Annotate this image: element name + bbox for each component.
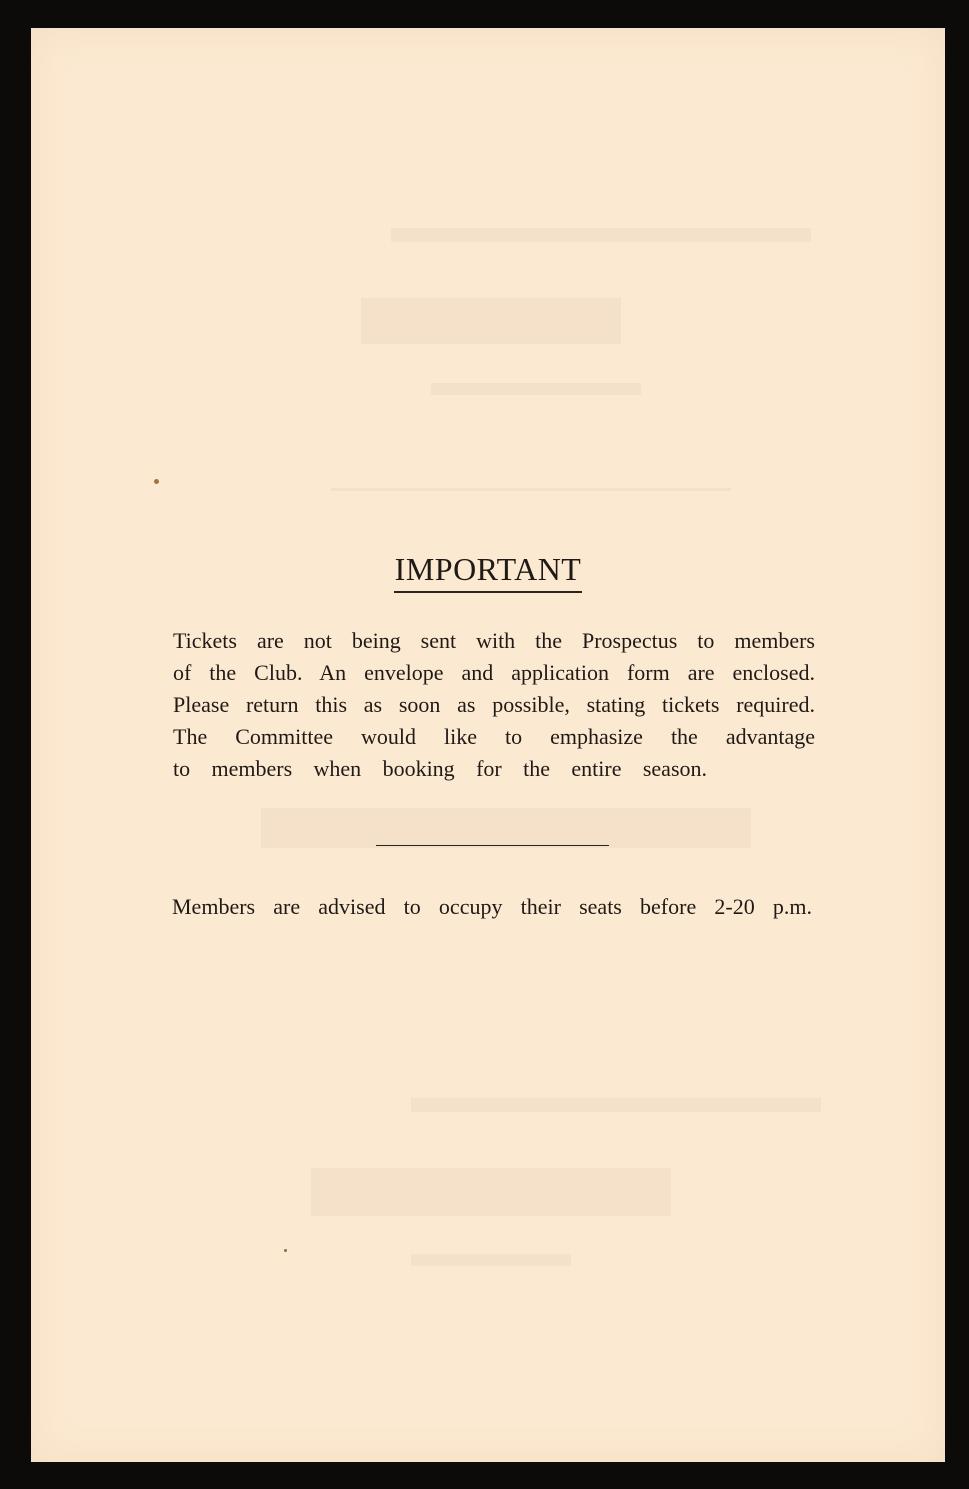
tickets-notice-paragraph <box>173 625 815 785</box>
paragraph-line-2: of the Club. An envelope and application form are enclosed. <box>173 660 815 685</box>
heading-text: IMPORTANT <box>394 551 583 593</box>
document-page <box>31 28 945 1462</box>
important-heading <box>31 551 945 593</box>
divider-rule <box>376 845 609 846</box>
paragraph-line-4: The Committee would like to emphasize the advantage <box>173 724 815 749</box>
seating-time-note: Members are advised to occupy their seats before 2-20 p.m. <box>172 894 812 919</box>
paragraph-line-1: Tickets are not being sent with the Prospectus to members <box>173 628 815 653</box>
paper-speck <box>154 479 159 484</box>
paragraph-line-3: Please return this as soon as possible, stating tickets required. <box>173 692 815 717</box>
paper-speck <box>284 1249 287 1252</box>
paragraph-line-5: to members when booking for the entire season. <box>173 756 707 781</box>
